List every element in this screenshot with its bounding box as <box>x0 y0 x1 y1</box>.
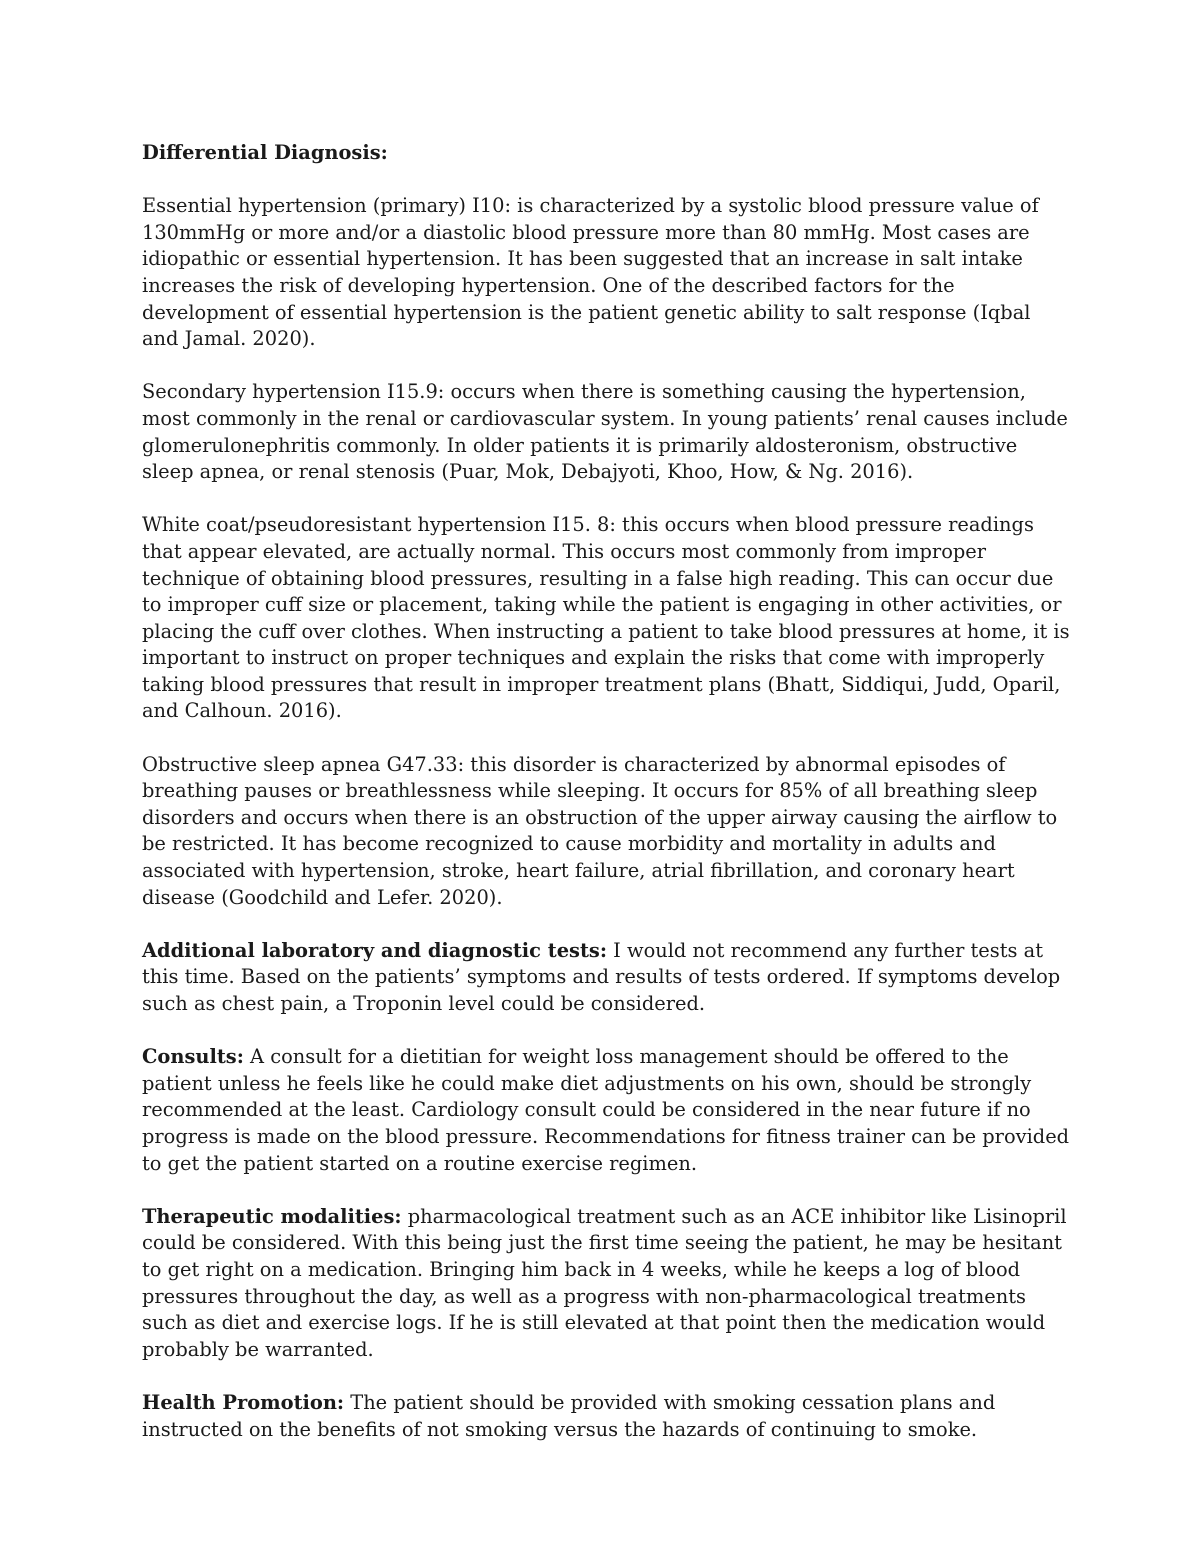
section-consults-text: A consult for a dietitian for weight loss management should be offered to the patient unless he feels like he could make diet adjustments on his own, should be strongly recommended at the least. Cardiology consult could be considered in the near future if no progress is made on the blood pressure. Recommendations for fitness trainer can be provided to get the patient started on a routine exercise regimen. <box>142 1045 1070 1175</box>
section-health-promotion-text: The patient should be provided with smoking cessation plans and instructed on the benefits of not smoking versus the hazards of continuing to smoke. <box>142 1390 996 1441</box>
section-health-promotion <box>142 1390 1072 1443</box>
section-therapeutic-modalities-text: pharmacological treatment such as an ACE inhibitor like Lisinopril could be considered. With this being just the first time seeing the patient, he may be hesitant to get right on a medication. Bringing him back in 4 weeks, while he keeps a log of blood pressures throughout the day, as well as a progress with non-pharmacological treatments such as diet and exercise logs. If he is still elevated at that point then the medication would probably be warranted. <box>142 1204 1067 1361</box>
section-lab-tests-text: I would not recommend any further tests at this time. Based on the patients’ symptoms and results of tests ordered. If symptoms develop such as chest pain, a Troponin level could be considered. <box>142 938 1061 1015</box>
section-consults <box>142 1044 1072 1177</box>
document-page <box>142 140 1072 1470</box>
section-lab-tests-label: Additional laboratory and diagnostic tests: <box>142 938 607 962</box>
diagnosis-white-coat-hypertension: White coat/pseudoresistant hypertension I15. 8: this occurs when blood pressure readings that appear elevated, are actually normal. This occurs most commonly from improper technique of obtaining blood pressures, resulting in a false high reading. This can occur due to improper cuff size or placement, taking while the patient is engaging in other activities, or placing the cuff over clothes. When instructing a patient to take blood pressures at home, it is important to instruct on proper techniques and explain the risks that come with improperly taking blood pressures that result in improper treatment plans (Bhatt, Siddiqui, Judd, Oparil, and Calhoun. 2016). <box>142 513 1070 723</box>
diagnosis-secondary-hypertension: Secondary hypertension I15.9: occurs when there is something causing the hypertension, most commonly in the renal or cardiovascular system. In young patients’ renal causes include glomerulonephritis commonly. In older patients it is primarily aldosteronism, obstructive sleep apnea, or renal stenosis (Puar, Mok, Debajyoti, Khoo, How, & Ng. 2016). <box>142 380 1068 484</box>
diagnosis-essential-hypertension: Essential hypertension (primary) I10: is characterized by a systolic blood pressure value of 130mmHg or more and/or a diastolic blood pressure more than 80 mmHg. Most cases are idiopathic or essential hypertension. It has been suggested that an increase in salt intake increases the risk of developing hypertension. One of the described factors for the development of essential hypertension is the patient genetic ability to salt response (Iqbal and Jamal. 2020). <box>142 194 1039 351</box>
section-lab-tests <box>142 938 1072 1018</box>
section-health-promotion-label: Health Promotion: <box>142 1390 345 1414</box>
differential-diagnosis-heading: Differential Diagnosis: <box>142 141 388 164</box>
section-therapeutic-modalities <box>142 1204 1072 1364</box>
section-consults-label: Consults: <box>142 1045 244 1069</box>
diagnosis-obstructive-sleep-apnea: Obstructive sleep apnea G47.33: this disorder is characterized by abnormal episodes of breathing pauses or breathlessness while sleeping. It occurs for 85% of all breathing sleep disorders and occurs when there is an obstruction of the upper airway causing the airflow to be restricted. It has become recognized to cause morbidity and mortality in adults and associated with hypertension, stroke, heart failure, atrial fibrillation, and coronary heart disease (Goodchild and Lefer. 2020). <box>142 752 1058 909</box>
section-therapeutic-modalities-label: Therapeutic modalities: <box>142 1204 402 1228</box>
